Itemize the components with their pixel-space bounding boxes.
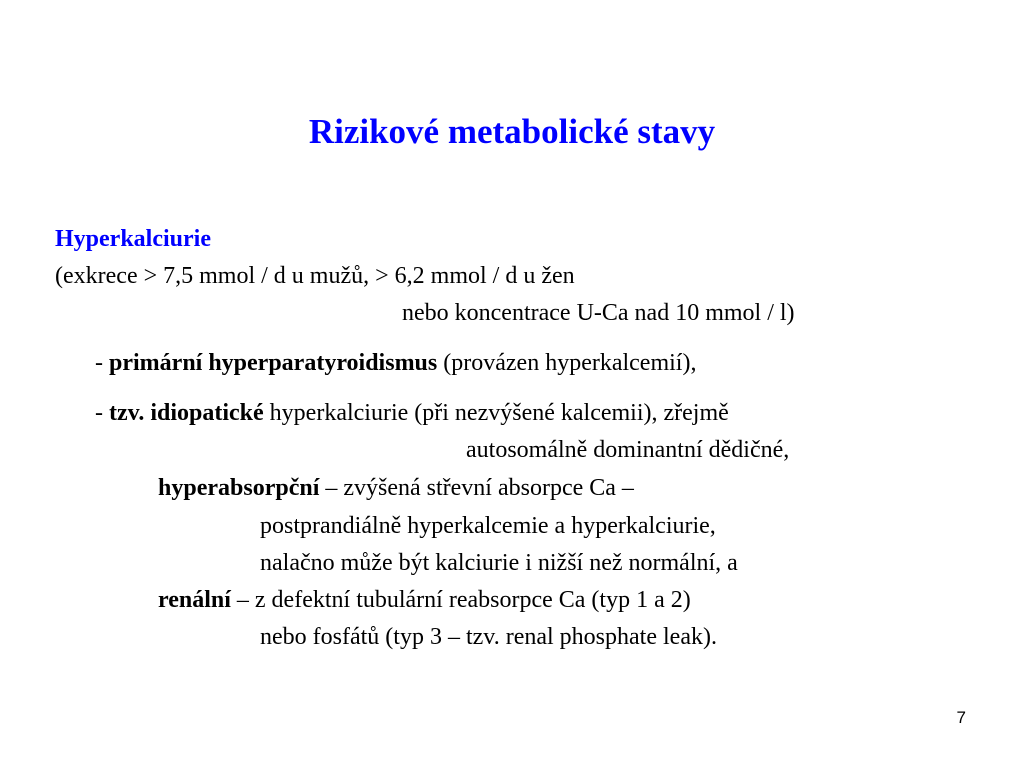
item-continuation: autosomálně dominantní dědičné, xyxy=(466,437,790,463)
subtype-bold-term: renální xyxy=(158,587,231,613)
slide-title: Rizikové metabolické stavy xyxy=(308,112,716,151)
bullet-dash: - xyxy=(95,350,109,376)
subtype-detail-line: postprandiálně hyperkalcemie a hyperkalciurie, xyxy=(260,513,716,539)
list-item-idiopathic xyxy=(95,398,729,428)
item-text: (provázen hyperkalcemií), xyxy=(437,350,697,376)
definition-line-1: (exkrece > 7,5 mmol / d u mužů, > 6,2 mmol / d u žen xyxy=(55,263,575,289)
subtype-hyperabsorptive xyxy=(158,473,634,503)
item-bold-term: tzv. idiopatické xyxy=(109,400,264,426)
list-item-primary xyxy=(95,348,696,378)
bullet-dash: - xyxy=(95,400,109,426)
subtype-renal xyxy=(158,585,691,615)
section-heading: Hyperkalciurie xyxy=(55,226,211,252)
definition-line-2: nebo koncentrace U-Ca nad 10 mmol / l) xyxy=(402,300,795,326)
subtype-detail-line: nalačno může být kalciurie i nižší než normální, a xyxy=(260,550,738,576)
subtype-bold-term: hyperabsorpční xyxy=(158,475,320,501)
subtype-text: – zvýšená střevní absorpce Ca – xyxy=(319,475,634,501)
subtype-detail-line: nebo fosfátů (typ 3 – tzv. renal phosphate leak). xyxy=(260,624,717,650)
page-number: 7 xyxy=(956,708,966,727)
item-bold-term: primární hyperparatyroidismus xyxy=(109,350,438,376)
subtype-text: – z defektní tubulární reabsorpce Ca (typ 1 a 2) xyxy=(230,587,691,613)
item-text: hyperkalciurie (při nezvýšené kalcemii), zřejmě xyxy=(263,400,729,426)
